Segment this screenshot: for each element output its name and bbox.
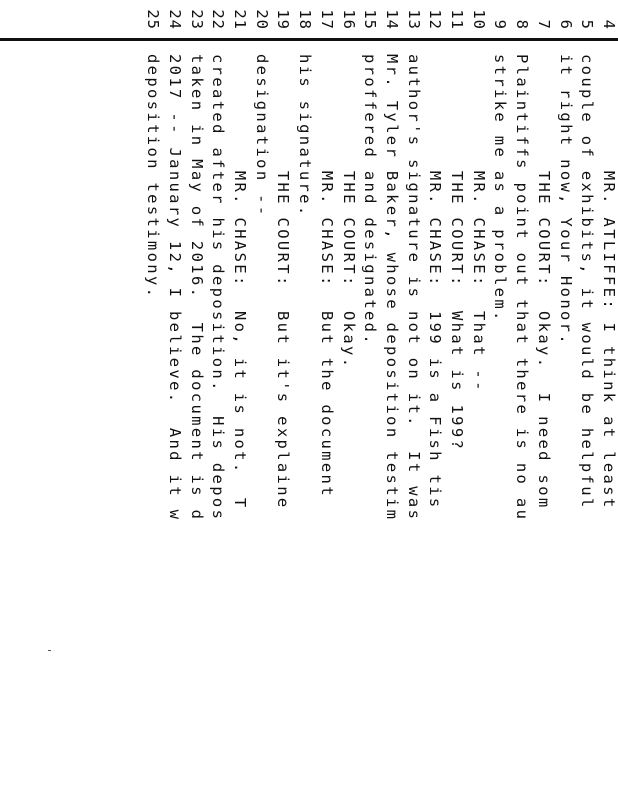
line-text: author's signature is not on it. It was <box>404 54 423 522</box>
line-number: 6 <box>556 19 575 30</box>
line-number: 17 <box>317 9 336 30</box>
line-number: 4 <box>600 19 618 30</box>
line-text: deposition testimony. <box>144 54 163 300</box>
line-text: strike me as a problem. <box>491 54 510 323</box>
line-text: it right now, Your Honor. <box>556 54 575 347</box>
line-number: 16 <box>339 9 358 30</box>
line-number: 14 <box>383 9 401 30</box>
line-number: 19 <box>274 9 293 30</box>
line-text: THE COURT: Okay. <box>339 54 358 370</box>
line-number: 15 <box>361 9 380 30</box>
line-number: 7 <box>534 19 553 30</box>
line-number: 12 <box>426 9 445 30</box>
line-number: 18 <box>296 9 315 30</box>
line-text: Plaintiffs point out that there is no au <box>513 54 532 522</box>
line-text: THE COURT: Okay. I need som <box>534 54 553 510</box>
line-text: created after his deposition. His depos <box>209 54 228 522</box>
line-text: MR. CHASE: That -- <box>469 54 488 393</box>
line-text: couple of exhibits, it would be helpful <box>578 54 597 510</box>
line-number-margin-rule <box>0 38 618 41</box>
line-number: 21 <box>231 9 250 30</box>
line-number: 22 <box>209 9 228 30</box>
line-text: 2017 -- January 12, I believe. And it w <box>166 54 184 522</box>
line-text: THE COURT: But it's explaine <box>274 54 293 510</box>
line-text: Mr. Tyler Baker, whose deposition testim <box>383 54 401 522</box>
line-text: MR. ATLIFFE: I think at least <box>600 54 618 510</box>
line-text: MR. CHASE: 199 is a Fish tis <box>426 54 445 510</box>
line-number: 13 <box>404 9 423 30</box>
line-number: 11 <box>448 9 467 30</box>
line-number: 20 <box>252 9 271 30</box>
line-text: THE COURT: What is 199? <box>448 54 467 452</box>
line-text: designation -- <box>252 54 271 218</box>
line-number: 10 <box>469 9 488 30</box>
line-text: taken in May of 2016. The document is d <box>187 54 206 522</box>
line-text: proffered and designated. <box>361 54 380 347</box>
line-number: 5 <box>578 19 597 30</box>
line-number: 24 <box>166 9 184 30</box>
line-text: his signature. <box>296 54 315 218</box>
line-text: MR. CHASE: But the document <box>317 54 336 498</box>
line-text: MR. CHASE: No, it is not. T <box>231 54 250 510</box>
line-number: 23 <box>187 9 206 30</box>
line-number: 25 <box>144 9 163 30</box>
line-number: 9 <box>491 19 510 30</box>
line-number: 8 <box>513 19 532 30</box>
